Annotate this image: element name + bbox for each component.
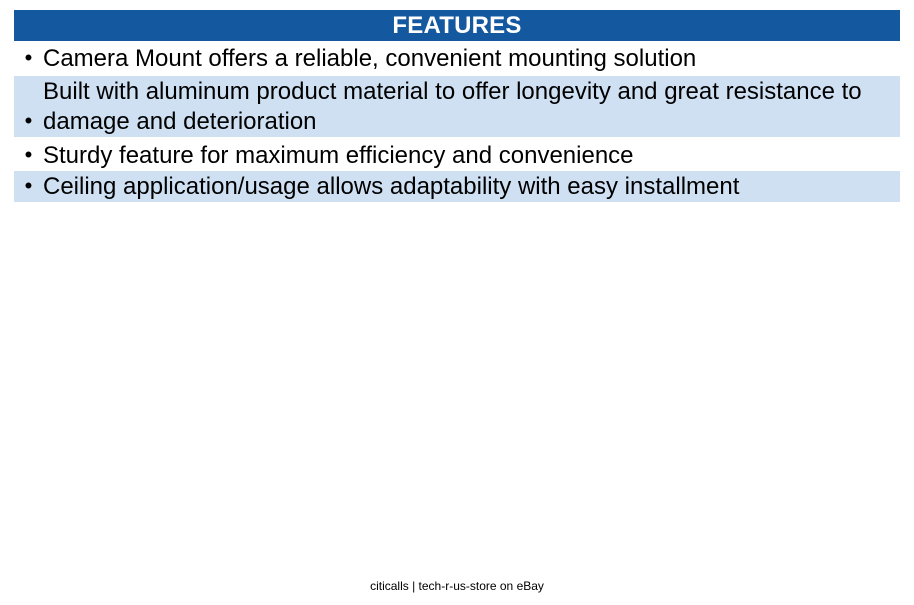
feature-item <box>14 43 900 74</box>
bullet-icon: • <box>24 142 33 167</box>
features-header <box>14 10 900 41</box>
feature-text: Built with aluminum product material to offer longevity and great resistance to damage and deterioration <box>43 78 862 135</box>
bullet-icon: • <box>24 45 33 70</box>
feature-item <box>14 171 900 202</box>
feature-item <box>14 76 900 137</box>
bullet-icon: • <box>24 173 33 198</box>
features-title: FEATURES <box>392 12 522 39</box>
feature-item <box>14 140 900 168</box>
features-list <box>14 43 900 202</box>
bullet-icon: • <box>24 108 33 133</box>
feature-text: Sturdy feature for maximum efficiency and convenience <box>43 142 634 169</box>
footer-credit: citicalls | tech-r-us-store on eBay <box>370 579 544 593</box>
feature-text: Ceiling application/usage allows adaptability with easy installment <box>43 173 740 200</box>
feature-text: Camera Mount offers a reliable, convenient mounting solution <box>43 45 697 72</box>
features-section <box>14 10 900 202</box>
